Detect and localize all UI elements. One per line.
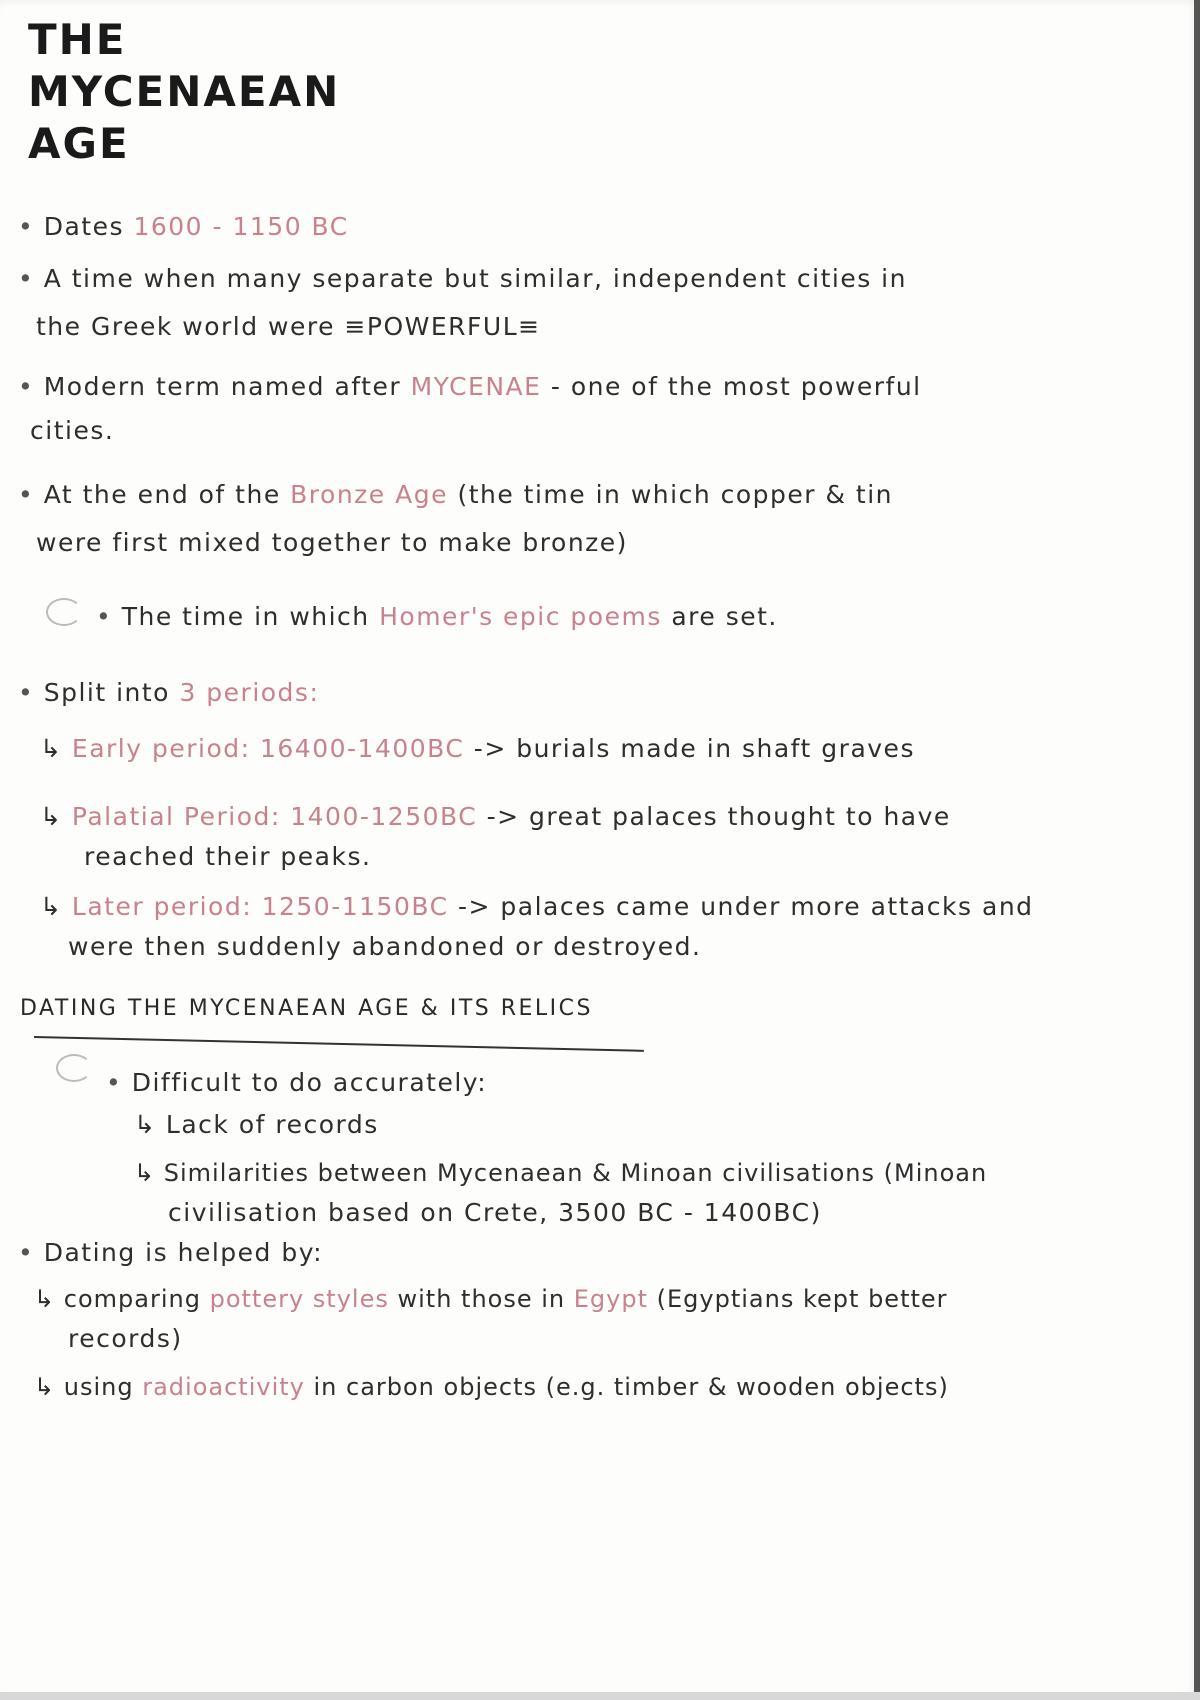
dating-pottery-line2: records) [68,1324,183,1353]
title-line-1: THE [28,15,127,64]
section-heading-dating: DATING THE MYCENAEAN AGE & ITS RELICS [20,996,593,1021]
note-time-line1: • A time when many separate but similar, independent cities in [18,264,907,293]
period-later-line2: were then suddenly abandoned or destroyed. [68,932,702,961]
note-bronze-line2: were first mixed together to make bronze) [36,528,628,557]
arrow-icon: ↳ [34,1373,64,1401]
note-term-line2: cities. [30,416,115,445]
bronze-highlight: Bronze Age [290,480,448,509]
period-palatial-line2: reached their peaks. [84,842,372,871]
heading-underline [34,1036,644,1052]
dating-pottery: ↳ comparing pottery styles with those in Egypt (Egyptians kept better [34,1285,948,1313]
period-early: ↳ Early period: 16400-1400BC -> burials made in shaft graves [40,734,915,763]
homer-highlight: Homer's epic poems [379,602,662,631]
term-highlight: MYCENAE [410,372,542,401]
note-bronze: • At the end of the Bronze Age (the time in which copper & tin [18,480,894,509]
circle-doodle-icon [46,598,82,626]
dates-label: Dates [43,212,124,241]
arrow-icon: ↳ [134,1110,166,1139]
page-edge-shadow [1194,0,1200,1700]
note-term: • Modern term named after MYCENAE - one of the most powerful [18,372,922,401]
title-line-2: MYCENAEAN [28,67,341,116]
page-title [28,14,340,170]
arrow-icon: ↳ [40,734,72,763]
note-time-line2: the Greek world were ≡POWERFUL≡ [36,312,541,341]
dating-helped: • Dating is helped by: [18,1238,324,1267]
periods-highlight: 3 periods: [179,678,320,707]
dating-difficult: • Difficult to do accurately: [106,1068,488,1097]
title-line-3: AGE [28,119,130,168]
note-homer: • The time in which Homer's epic poems are set. [96,602,778,631]
circle-doodle-icon [56,1054,92,1082]
dating-lack: ↳ Lack of records [134,1110,379,1139]
arrow-icon: ↳ [40,802,72,831]
period-palatial: ↳ Palatial Period: 1400-1250BC -> great palaces thought to have [40,802,951,831]
period-later: ↳ Later period: 1250-1150BC -> palaces came under more attacks and [40,892,1034,921]
dating-similarities: ↳ Similarities between Mycenaean & Minoan civilisations (Minoan [134,1159,988,1187]
page-bottom-edge [0,1692,1200,1700]
arrow-icon: ↳ [134,1159,164,1187]
dates-value: 1600 - 1150 BC [133,212,349,241]
dating-similarities-line2: civilisation based on Crete, 3500 BC - 1400BC) [168,1198,822,1227]
arrow-icon: ↳ [40,892,72,921]
arrow-icon: ↳ [34,1285,64,1313]
note-periods-intro: • Split into 3 periods: [18,678,320,707]
dating-radio: ↳ using radioactivity in carbon objects (e.g. timber & wooden objects) [34,1373,949,1401]
note-dates: • Dates 1600 - 1150 BC [18,212,349,241]
